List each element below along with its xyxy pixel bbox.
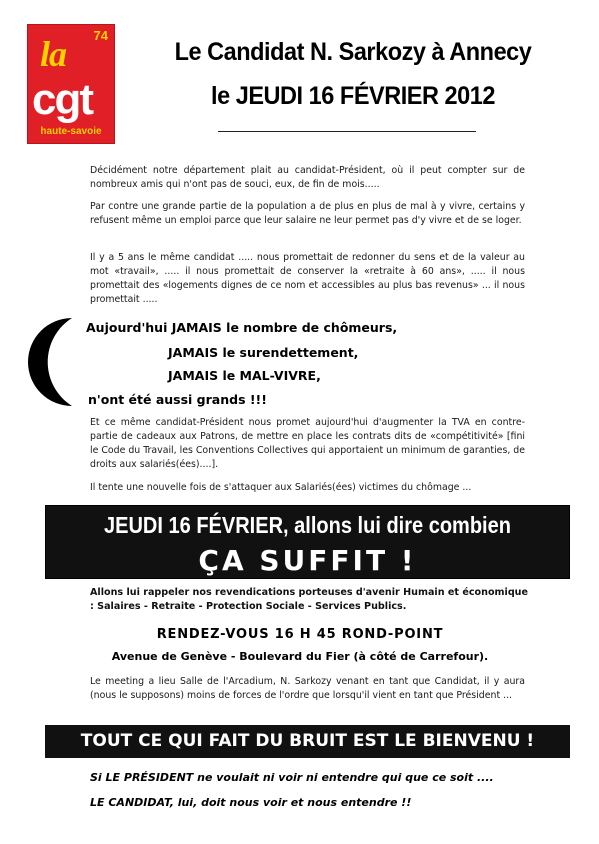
middle-paragraph-2: Il tente une nouvelle fois de s'attaquer aux Salariés(ées) victimes du chômage ... [90, 482, 472, 493]
intro-paragraph-2: Par contre une grande partie de la population a de plus en plus de mal à y vivre, certains y refusent même un emploi parce que leur salaire ne leur permet pas d'y vivre et de se loger. [90, 201, 525, 226]
logo-number: 74 [93, 28, 108, 43]
banner-slogan: ÇA SUFFIT ! [198, 544, 417, 577]
closing-line-2: LE CANDIDAT, lui, doit nous voir et nous entendre !! [90, 796, 412, 809]
closing-line-1: Si LE PRÉSIDENT ne voulait ni voir ni entendre qui que ce soit .... [90, 771, 494, 784]
emphasis-line-2: JAMAIS le surendettement, [168, 345, 359, 360]
emphasis-line-3: JAMAIS le MAL-VIVRE, [168, 368, 321, 383]
rendezvous-location: Avenue de Genève - Boulevard du Fier (à côté de Carrefour). [111, 650, 489, 663]
logo-region: haute-savoie [40, 126, 102, 137]
rendezvous-heading: RENDEZ-VOUS 16 H 45 ROND-POINT [156, 627, 444, 642]
noise-banner-text: TOUT CE QUI FAIT DU BRUIT EST LE BIENVENU ! [80, 731, 535, 751]
logo-la: la [40, 34, 67, 74]
middle-paragraph-1: Et ce même candidat-Président nous promet aujourd'hui d'augmenter la TVA en contre-partie de cadeaux aux Patrons, de mettre en place les contrats dits de «compétitivité» [fini le Code du Travail, les Conventions Collectives qui apportaient un minimum de garanties, de droits aux salariés(ées)....]. [90, 417, 526, 470]
cgt-logo [27, 24, 115, 144]
main-banner [45, 505, 570, 579]
meeting-paragraph: Le meeting a lieu Salle de l'Arcadium, N. Sarkozy venant en tant que Candidat, il y aura (nous le supposons) moins de forces de l'ordre que lorsqu'il vient en tant que Président ... [90, 676, 525, 701]
intro-paragraph-1: Décidément notre département plait au candidat-Président, où il peut compter sur de nombreux amis qui n'ont pas de souci, eux, de fin de mois..... [90, 165, 525, 190]
emphasis-line-1: Aujourd'hui JAMAIS le nombre de chômeurs, [86, 320, 398, 335]
logo-cgt: cgt [32, 75, 92, 124]
page-subtitle-date: le JEUDI 16 FÉVRIER 2012 [211, 82, 495, 110]
page-title: Le Candidat N. Sarkozy à Annecy [174, 38, 532, 66]
intro-paragraph-3: Il y a 5 ans le même candidat ..... nous promettait de redonner du sens et de la valeur au mot «travail», ..... il nous promettait de conserver la «retraite à 60 ans», ..... il nous promettait des «logements dignes de ce nom et accessibles au plus bas revenus» ... il nous promettait ..... [90, 252, 525, 305]
demands-paragraph: Allons lui rappeler nos revendications porteuses d'avenir Humain et économique : Salaires - Retraite - Protection Sociale - Services Publics. [90, 587, 529, 612]
noise-banner [45, 725, 570, 758]
title-divider [218, 131, 476, 132]
banner-headline: JEUDI 16 FÉVRIER, allons lui dire combien [104, 512, 511, 538]
emphasis-line-4: n'ont été aussi grands !!! [88, 392, 267, 407]
